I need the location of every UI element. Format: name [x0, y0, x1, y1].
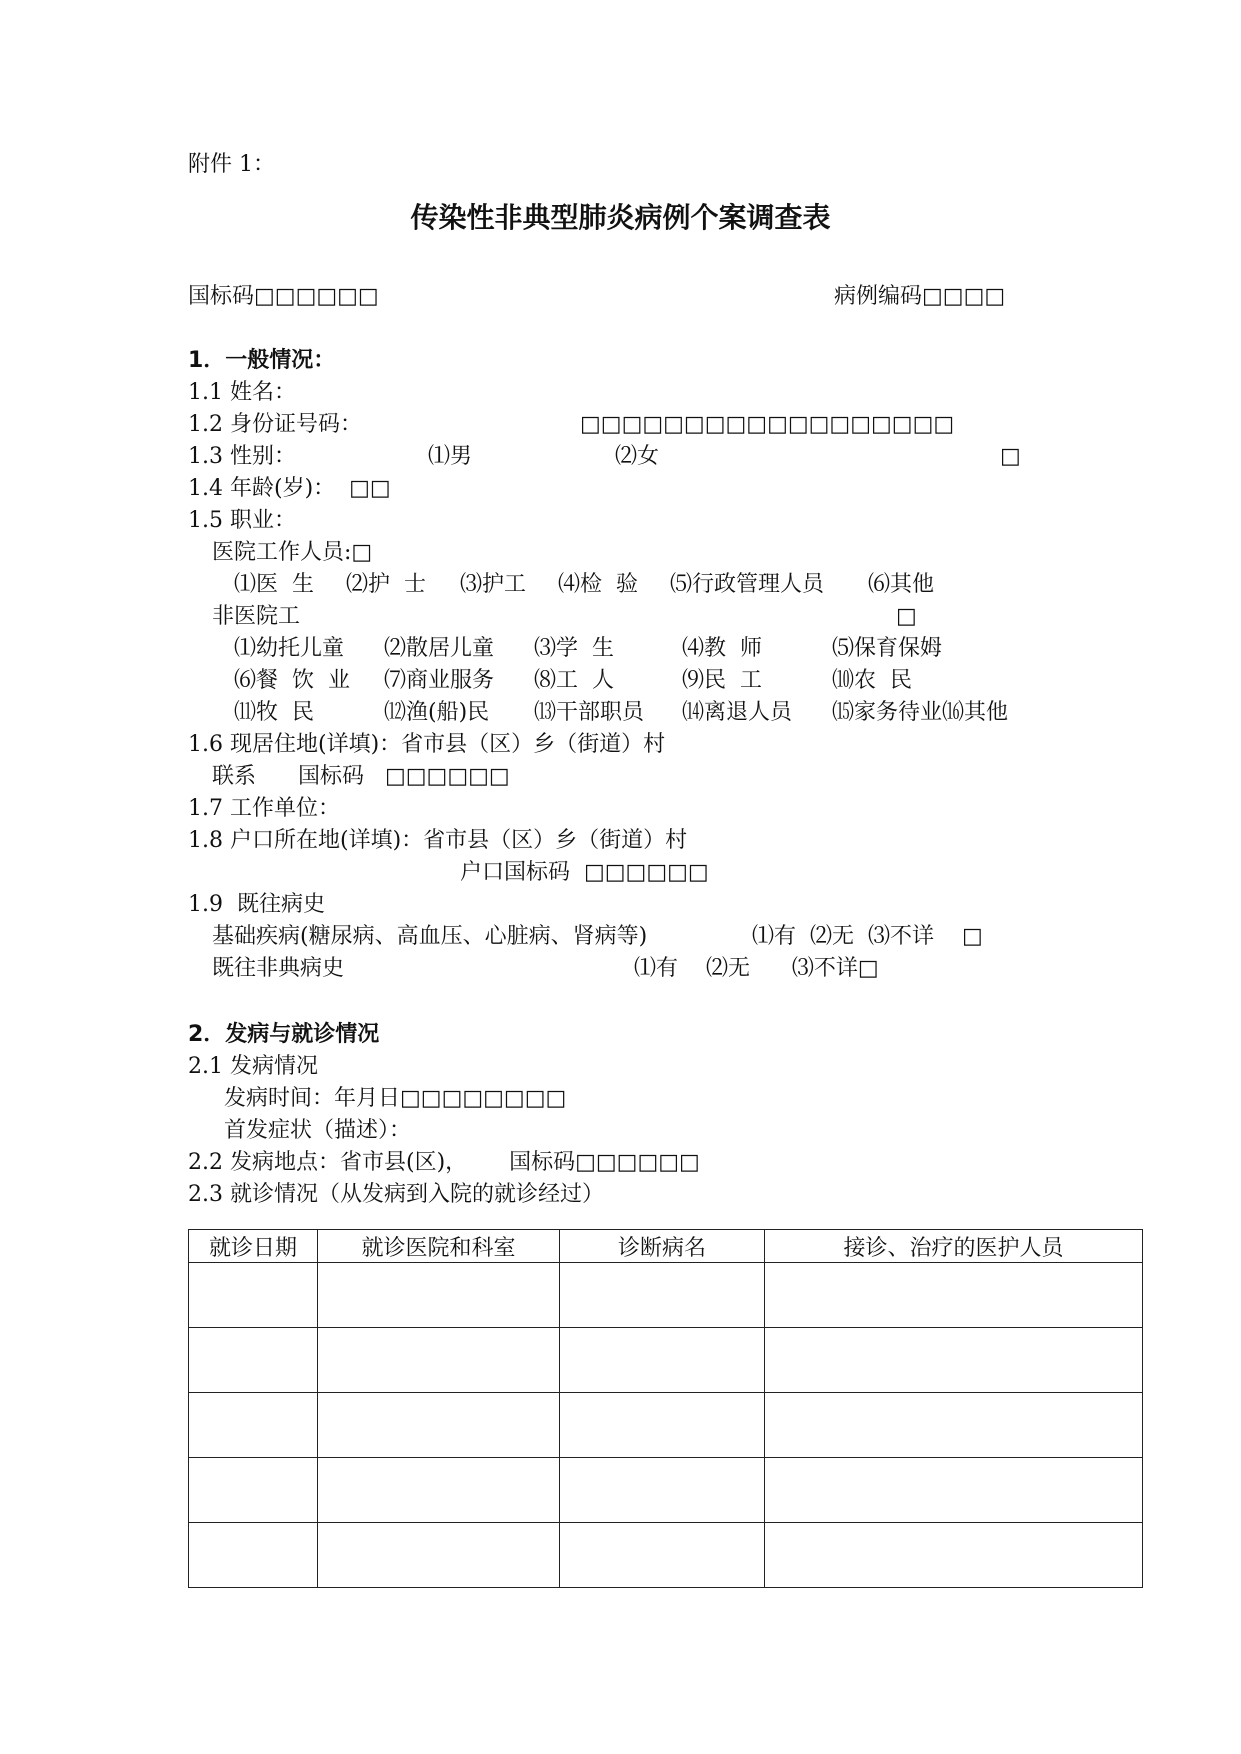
- table-header-row: [189, 1230, 1143, 1263]
- table-cell[interactable]: [318, 1458, 560, 1523]
- section-1-heading: 1．一般情况：: [188, 348, 336, 373]
- table-cell[interactable]: [189, 1458, 318, 1523]
- table-cell[interactable]: [765, 1393, 1143, 1458]
- hospital-staff-label: 医院工作人员:□: [212, 540, 373, 565]
- basic-disease-options: ⑴有 ⑵无 ⑶不详 □: [752, 924, 983, 949]
- table-row: [189, 1328, 1143, 1393]
- hospital-option: ⑸行政管理人员: [670, 572, 825, 597]
- table-row: [189, 1393, 1143, 1458]
- table-row: [189, 1263, 1143, 1328]
- non-hospital-option: ⑽农 民: [832, 668, 912, 693]
- residence-field: 1.6 现居住地(详填)：省市县（区）乡（街道）村: [188, 732, 666, 757]
- hospital-option: ⑹其他: [868, 572, 935, 597]
- hospital-option: ⑷检 验: [558, 572, 638, 597]
- case-code-field: 病例编码□□□□: [834, 284, 1006, 309]
- non-hospital-option: ⒀干部职员: [534, 700, 645, 725]
- table-cell[interactable]: [765, 1328, 1143, 1393]
- table-cell[interactable]: [560, 1523, 765, 1588]
- non-hospital-option: ⒁离退人员: [682, 700, 793, 725]
- attachment-label: 附件 1：: [188, 152, 275, 177]
- non-hospital-option: ⑵散居儿童: [384, 636, 495, 661]
- hukou-field: 1.8 户口所在地(详填)：省市县（区）乡（街道）村: [188, 828, 688, 853]
- table-cell[interactable]: [560, 1263, 765, 1328]
- table-cell[interactable]: [318, 1393, 560, 1458]
- name-field: 1.1 姓名：: [188, 380, 296, 405]
- sars-history-options: ⑴有 ⑵无 ⑶不详□: [634, 956, 879, 981]
- first-symptom-field: 首发症状（描述）：: [224, 1118, 412, 1143]
- id-label: 1.2 身份证号码：: [188, 412, 362, 437]
- non-hospital-option: ⑴幼托儿童: [234, 636, 345, 661]
- table-cell[interactable]: [560, 1328, 765, 1393]
- sex-box: □: [1000, 444, 1021, 469]
- history-label: 1.9 既往病史: [188, 892, 325, 917]
- hospital-option: ⑵护 士: [346, 572, 426, 597]
- age-field: 1.4 年龄(岁)： □□: [188, 476, 391, 501]
- non-hospital-option: ⑼民 工: [682, 668, 762, 693]
- non-hospital-option: ⑸保育保姆: [832, 636, 943, 661]
- non-hospital-option: ⑹餐 饮 业: [234, 668, 350, 693]
- visits-table: [188, 1229, 1143, 1588]
- sex-option-male: ⑴男: [428, 444, 473, 469]
- national-code-field: 国标码□□□□□□: [188, 284, 379, 309]
- non-hospital-option: ⑿渔(船)民: [384, 700, 490, 725]
- column-header: 就诊日期: [189, 1230, 318, 1263]
- hospital-option: ⑶护工: [460, 572, 527, 597]
- table-cell[interactable]: [189, 1328, 318, 1393]
- non-hospital-option: ⑶学 生: [534, 636, 614, 661]
- contact-label: 联系: [212, 764, 257, 789]
- sex-label: 1.3 性别：: [188, 444, 296, 469]
- table-cell[interactable]: [560, 1393, 765, 1458]
- table-cell[interactable]: [318, 1328, 560, 1393]
- table-cell[interactable]: [560, 1458, 765, 1523]
- non-hospital-option: ⒂家务待业⒃其他: [832, 700, 1009, 725]
- onset-label: 2.1 发病情况: [188, 1054, 318, 1079]
- id-boxes: □□□□□□□□□□□□□□□□□□: [580, 412, 955, 437]
- table-row: [189, 1523, 1143, 1588]
- hukou-code-field: 户口国标码 □□□□□□: [460, 860, 709, 885]
- hospital-option: ⑴医 生: [234, 572, 314, 597]
- sars-history-label: 既往非典病史: [212, 956, 345, 981]
- table-cell[interactable]: [189, 1393, 318, 1458]
- non-hospital-option: ⑾牧 民: [234, 700, 314, 725]
- visits-label: 2.3 就诊情况（从发病到入院的就诊经过）: [188, 1182, 604, 1207]
- table-row: [189, 1458, 1143, 1523]
- non-hospital-option: ⑻工 人: [534, 668, 614, 693]
- sex-option-female: ⑵女: [615, 444, 660, 469]
- table-cell[interactable]: [765, 1523, 1143, 1588]
- non-hospital-option: ⑺商业服务: [384, 668, 495, 693]
- table-cell[interactable]: [765, 1263, 1143, 1328]
- workplace-field: 1.7 工作单位：: [188, 796, 340, 821]
- table-cell[interactable]: [765, 1458, 1143, 1523]
- occupation-label: 1.5 职业：: [188, 508, 296, 533]
- non-hospital-box: □: [896, 604, 917, 629]
- column-header: 诊断病名: [560, 1230, 765, 1263]
- basic-disease-label: 基础疾病(糖尿病、高血压、心脏病、肾病等): [212, 924, 648, 949]
- onset-place-field: 2.2 发病地点：省市县(区)， 国标码□□□□□□: [188, 1150, 700, 1175]
- section-2-heading: 2．发病与就诊情况: [188, 1022, 380, 1047]
- column-header: 接诊、治疗的医护人员: [765, 1230, 1143, 1263]
- table-cell[interactable]: [189, 1523, 318, 1588]
- page-title: 传染性非典型肺炎病例个案调查表: [410, 201, 831, 234]
- table-cell[interactable]: [318, 1523, 560, 1588]
- non-hospital-option: ⑷教 师: [682, 636, 762, 661]
- table-cell[interactable]: [318, 1263, 560, 1328]
- contact-code-field: 国标码 □□□□□□: [298, 764, 510, 789]
- column-header: 就诊医院和科室: [318, 1230, 560, 1263]
- onset-time-field: 发病时间：年月日□□□□□□□□: [224, 1086, 567, 1111]
- non-hospital-label: 非医院工: [212, 604, 301, 629]
- table-cell[interactable]: [189, 1263, 318, 1328]
